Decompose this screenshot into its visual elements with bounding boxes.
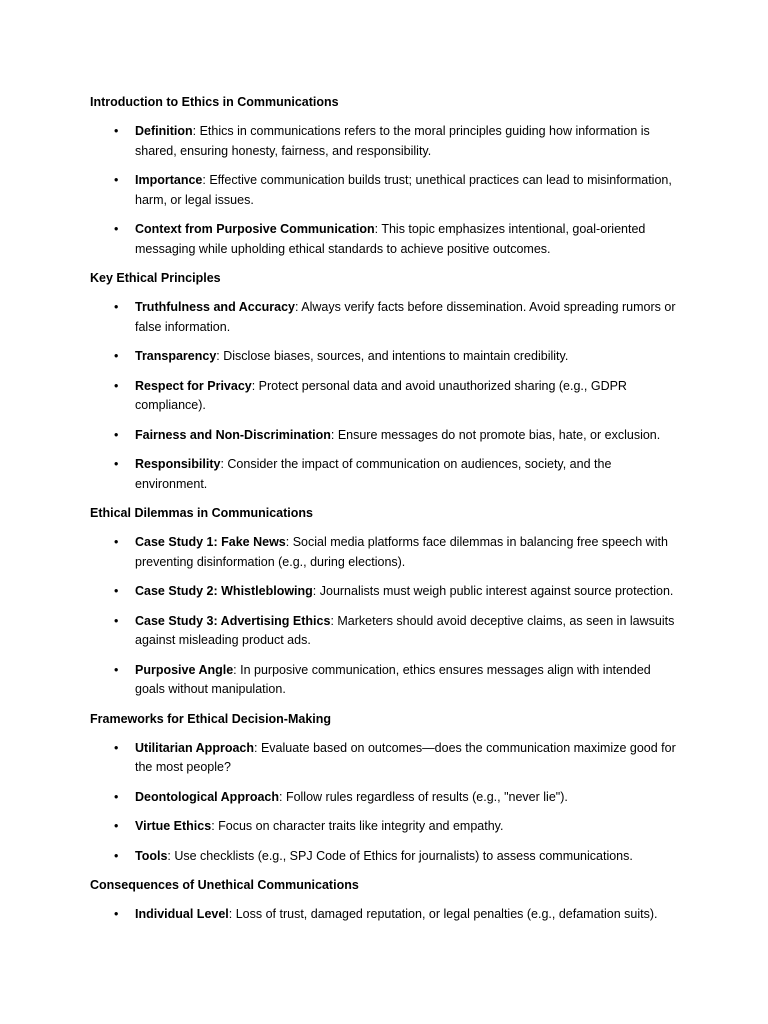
list-item (90, 220, 680, 259)
list-item (90, 347, 680, 367)
item-text: : Ensure messages do not promote bias, hate, or exclusion. (330, 427, 661, 442)
section-heading: Ethical Dilemmas in Communications (90, 506, 313, 520)
list-item (90, 817, 680, 837)
item-term: Purposive Angle (135, 662, 234, 677)
item-text: : Social media platforms face dilemmas in balancing free speech with preventing disinformation (e.g., during elections). (135, 535, 668, 569)
item-term: Tools (135, 848, 168, 863)
bullet-icon: • (114, 457, 119, 471)
item-text: : Journalists must weigh public interest against source protection. (312, 584, 674, 598)
list-item (90, 122, 680, 161)
list-item (90, 847, 680, 867)
item-term: Utilitarian Approach (135, 740, 254, 755)
bullet-list (90, 533, 690, 700)
list-item (90, 612, 680, 651)
section-heading: Consequences of Unethical Communications (90, 878, 359, 892)
list-item (90, 533, 680, 572)
item-text: : Always verify facts before dissemination. Avoid spreading rumors or false information. (135, 300, 676, 334)
item-text: : This topic emphasizes intentional, goal-oriented messaging while upholding ethical standards to achieve positive outcomes. (135, 222, 646, 256)
list-item (90, 661, 680, 700)
bullet-icon: • (114, 427, 119, 442)
item-text: : Marketers should avoid deceptive claims, as seen in lawsuits against misleading product ads. (135, 613, 675, 647)
bullet-icon: • (114, 300, 119, 314)
item-term: Truthfulness and Accuracy (135, 300, 295, 314)
item-term: Case Study 2: Whistleblowing (135, 584, 313, 598)
bullet-icon: • (114, 349, 119, 363)
item-text: : Disclose biases, sources, and intentions to maintain credibility. (216, 349, 569, 363)
bullet-icon: • (114, 124, 119, 138)
bullet-icon: • (114, 535, 119, 549)
list-item (90, 171, 680, 210)
list-item (90, 905, 680, 925)
item-term: Respect for Privacy (135, 378, 252, 393)
item-term: Definition (135, 124, 193, 138)
bullet-icon: • (114, 740, 119, 755)
bullet-icon: • (114, 848, 119, 863)
item-text: : In purposive communication, ethics ensures messages align with intended goals without manipulation. (135, 662, 651, 696)
bullet-list (90, 122, 690, 259)
item-term: Case Study 1: Fake News (135, 535, 286, 549)
bullet-icon: • (114, 907, 119, 921)
list-item (90, 298, 680, 337)
bullet-icon: • (114, 662, 119, 677)
item-text: : Effective communication builds trust; unethical practices can lead to misinformation, harm, or legal issues. (135, 173, 672, 207)
bullet-icon: • (114, 173, 119, 187)
bullet-icon: • (114, 378, 119, 393)
bullet-list (90, 905, 690, 925)
item-term: Deontological Approach (135, 789, 279, 804)
item-term: Case Study 3: Advertising Ethics (135, 613, 331, 628)
document-body (90, 93, 690, 935)
bullet-icon: • (114, 613, 119, 628)
item-text: : Protect personal data and avoid unauthorized sharing (e.g., GDPR compliance). (135, 378, 627, 412)
list-item (90, 377, 680, 416)
item-text: : Consider the impact of communication on audiences, society, and the environment. (135, 457, 612, 491)
item-term: Responsibility (135, 457, 221, 471)
bullet-list (90, 298, 690, 494)
item-term: Virtue Ethics (135, 819, 212, 833)
list-item (90, 582, 680, 602)
item-text: : Ethics in communications refers to the moral principles guiding how information is shared, ensuring honesty, fairness, and responsibility. (135, 124, 650, 158)
item-text: : Evaluate based on outcomes—does the communication maximize good for the most people? (135, 740, 676, 774)
section-heading: Key Ethical Principles (90, 271, 221, 285)
bullet-icon: • (114, 584, 119, 598)
section-heading: Frameworks for Ethical Decision-Making (90, 711, 332, 726)
bullet-list (90, 739, 690, 867)
list-item (90, 455, 680, 494)
item-text: : Focus on character traits like integrity and empathy. (211, 819, 504, 833)
list-item (90, 739, 680, 778)
item-term: Context from Purposive Communication (135, 222, 375, 236)
bullet-icon: • (114, 789, 119, 804)
item-term: Individual Level (135, 907, 229, 921)
bullet-icon: • (114, 819, 119, 833)
section-heading: Introduction to Ethics in Communications (90, 95, 339, 109)
item-text: : Follow rules regardless of results (e.g., "never lie"). (279, 789, 568, 804)
item-term: Transparency (135, 349, 217, 363)
item-term: Importance (135, 173, 203, 187)
bullet-icon: • (114, 222, 119, 236)
item-term: Fairness and Non-Discrimination (135, 427, 331, 442)
item-text: : Use checklists (e.g., SPJ Code of Ethics for journalists) to assess communications. (167, 848, 633, 863)
list-item (90, 426, 680, 446)
item-text: : Loss of trust, damaged reputation, or legal penalties (e.g., defamation suits). (228, 907, 658, 921)
list-item (90, 788, 680, 808)
